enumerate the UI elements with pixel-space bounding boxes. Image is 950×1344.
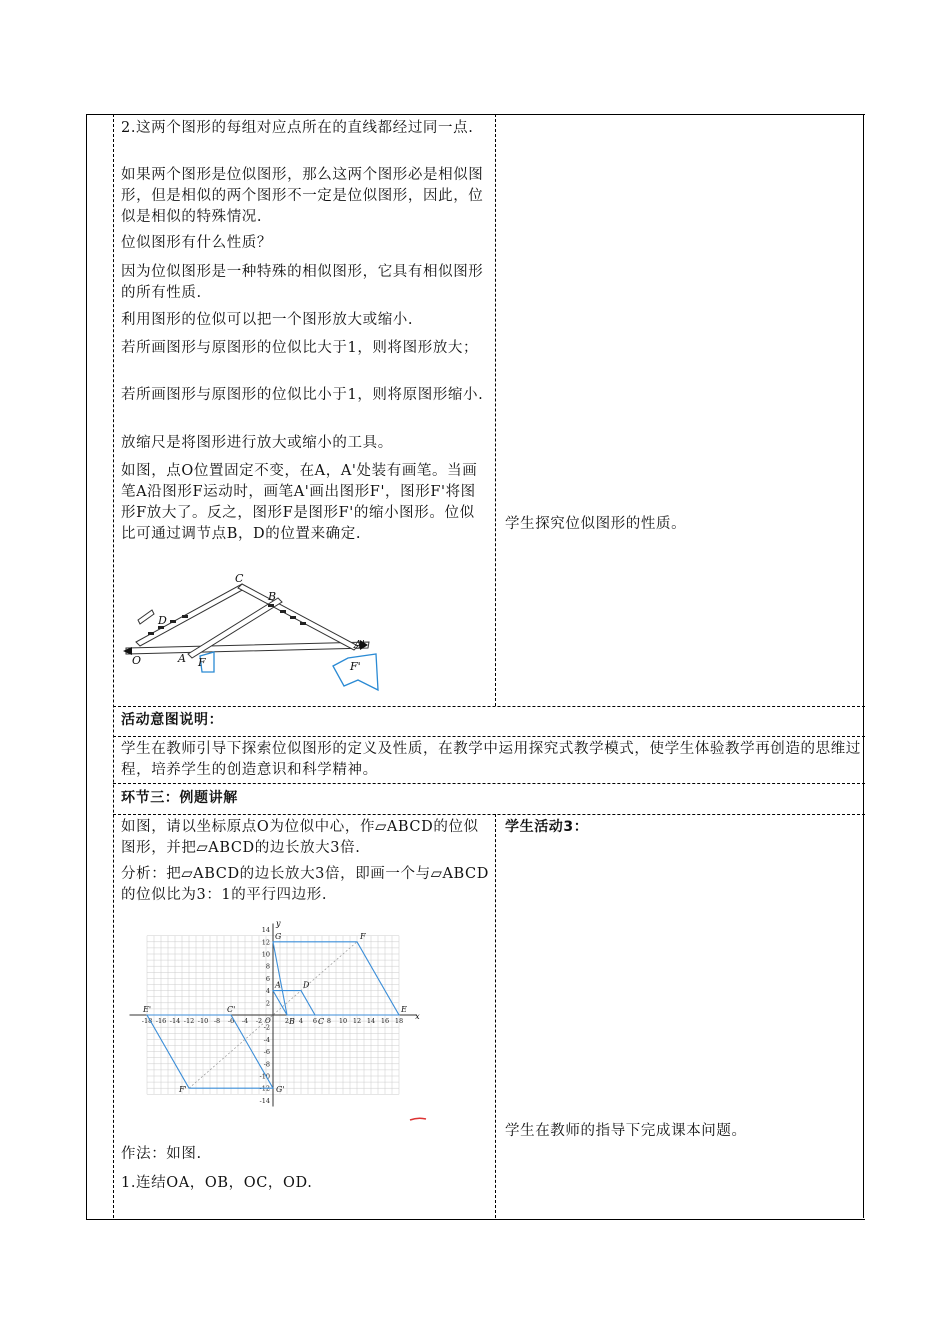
- row-divider-3: [113, 783, 865, 784]
- x-tick-label: 16: [380, 1017, 390, 1025]
- row-divider-4: [113, 814, 865, 815]
- table-right-border: [863, 114, 864, 1218]
- y-tick-label: -12: [259, 1084, 270, 1093]
- y-tick-label: -10: [259, 1072, 270, 1081]
- paragraph: 如图，点O位置固定不变，在A，A'处装有画笔。当画笔A沿图形F运动时，画笔A'画出图形F'，图形F'将图形F放大了。反之，图形F是图形F'的缩小图形。位似比可通过调节点B，D的位置来确定.: [121, 463, 478, 542]
- y-tick-label: 12: [261, 938, 270, 947]
- paragraph: 如果两个图形是位似图形，那么这两个图形必是相似图形，但是相似的两个图形不一定是位似图形，因此，位似是相似的特殊情况.: [121, 167, 484, 225]
- label-A-prime: A': [354, 638, 365, 651]
- point-label-G: G: [275, 931, 282, 941]
- x-axis-label: x: [415, 1012, 420, 1021]
- label-D: D: [158, 614, 167, 627]
- y-tick-label: 8: [265, 962, 270, 971]
- paragraph: 作法：如图.: [121, 1146, 202, 1162]
- paragraph: 利用图形的位似可以把一个图形放大或缩小.: [121, 312, 414, 328]
- x-tick-label: -8: [213, 1017, 221, 1025]
- point-label-E': E': [143, 1005, 152, 1014]
- column-divider-bottom: [495, 814, 496, 1218]
- paragraph: 若所画图形与原图形的位似比大于1，则将图形放大；: [121, 340, 479, 356]
- section3-heading: 环节三：例题讲解: [121, 790, 238, 806]
- row-divider-1: [113, 706, 865, 707]
- x-tick-label: 10: [338, 1017, 348, 1025]
- label-A: A: [178, 652, 186, 665]
- right-note-2: 学生在教师的指导下完成课本问题。: [505, 1123, 747, 1139]
- x-tick-label: 2: [284, 1017, 290, 1025]
- intent-text: 学生在教师引导下探索位似图形的定义及性质，在教学中运用探究式教学模式，使学生体验教学再创造的思维过程，培养学生的创造意识和科学精神。: [121, 741, 861, 778]
- x-tick-label: 14: [366, 1017, 376, 1025]
- label-F: F: [198, 656, 206, 669]
- point-label-E: E: [401, 1005, 407, 1014]
- y-tick-label: -8: [263, 1060, 270, 1069]
- y-tick-label: -14: [259, 1096, 270, 1105]
- pantograph-figure: [118, 568, 388, 696]
- x-tick-label: -14: [169, 1017, 181, 1025]
- x-tick-label: -4: [241, 1017, 249, 1025]
- x-tick-label: 12: [352, 1017, 362, 1025]
- origin-label: O: [265, 1017, 271, 1025]
- x-tick-label: -18: [141, 1017, 153, 1025]
- label-B: B: [268, 590, 277, 603]
- x-tick-label: 18: [394, 1017, 404, 1025]
- paragraph: 若所画图形与原图形的位似比小于1，则将原图形缩小.: [121, 387, 484, 403]
- paragraph: 如图，请以坐标原点O为位似中心，作▱ABCD的位似图形，并把▱ABCD的边长放大3倍.: [121, 819, 479, 856]
- paragraph: 位似图形有什么性质？: [121, 235, 272, 251]
- paragraph: 放缩尺是将图形进行放大或缩小的工具。: [121, 435, 393, 451]
- right-note-1: 学生探究位似图形的性质。: [505, 516, 687, 532]
- column-divider-top: [495, 114, 496, 706]
- label-F-prime: F': [350, 660, 361, 673]
- y-tick-label: -6: [263, 1048, 270, 1057]
- x-tick-label: -2: [255, 1017, 263, 1025]
- paragraph: 分析：把▱ABCD的边长放大3倍，即画一个与▱ABCD的位似比为3：1的平行四边形.: [121, 866, 489, 903]
- y-tick-label: 6: [265, 974, 270, 983]
- point-label-A: A: [275, 980, 281, 990]
- row-divider-2: [113, 736, 865, 737]
- point-label-C: C: [318, 1017, 325, 1026]
- y-tick-label: 4: [265, 987, 270, 996]
- x-tick-label: -6: [227, 1017, 235, 1025]
- point-label-F: F: [360, 931, 366, 941]
- x-tick-label: -16: [155, 1017, 167, 1025]
- paragraph: 2.这两个图形的每组对应点所在的直线都经过同一点.: [121, 120, 474, 136]
- x-tick-label: 6: [312, 1017, 318, 1025]
- y-axis-label: y: [276, 918, 281, 928]
- x-tick-label: -10: [197, 1017, 209, 1025]
- intent-heading: 活动意图说明：: [121, 712, 224, 728]
- y-tick-label: 10: [261, 950, 270, 959]
- x-tick-label: 8: [326, 1017, 332, 1025]
- point-label-F': F': [179, 1085, 187, 1095]
- point-label-C': C': [227, 1005, 236, 1014]
- student-activity-label: 学生活动3：: [505, 819, 589, 835]
- y-tick-label: -4: [263, 1035, 270, 1044]
- point-label-D: D: [303, 980, 310, 990]
- red-mark: [410, 1118, 426, 1120]
- point-label-G': G': [276, 1085, 285, 1095]
- table-inner-border: [113, 114, 114, 1218]
- y-tick-label: 2: [265, 999, 270, 1008]
- point-label-B: B: [289, 1017, 295, 1026]
- paragraph: 因为位似图形是一种特殊的相似图形，它具有相似图形的所有性质.: [121, 264, 484, 301]
- y-tick-label: -2: [263, 1023, 270, 1032]
- coordinate-chart: [118, 908, 438, 1130]
- x-tick-label: 4: [298, 1017, 304, 1025]
- x-tick-label: -12: [183, 1017, 195, 1025]
- label-O: O: [132, 654, 142, 667]
- paragraph: 1.连结OA，OB，OC，OD.: [121, 1175, 313, 1191]
- y-tick-label: 14: [261, 926, 270, 935]
- label-C: C: [235, 572, 244, 585]
